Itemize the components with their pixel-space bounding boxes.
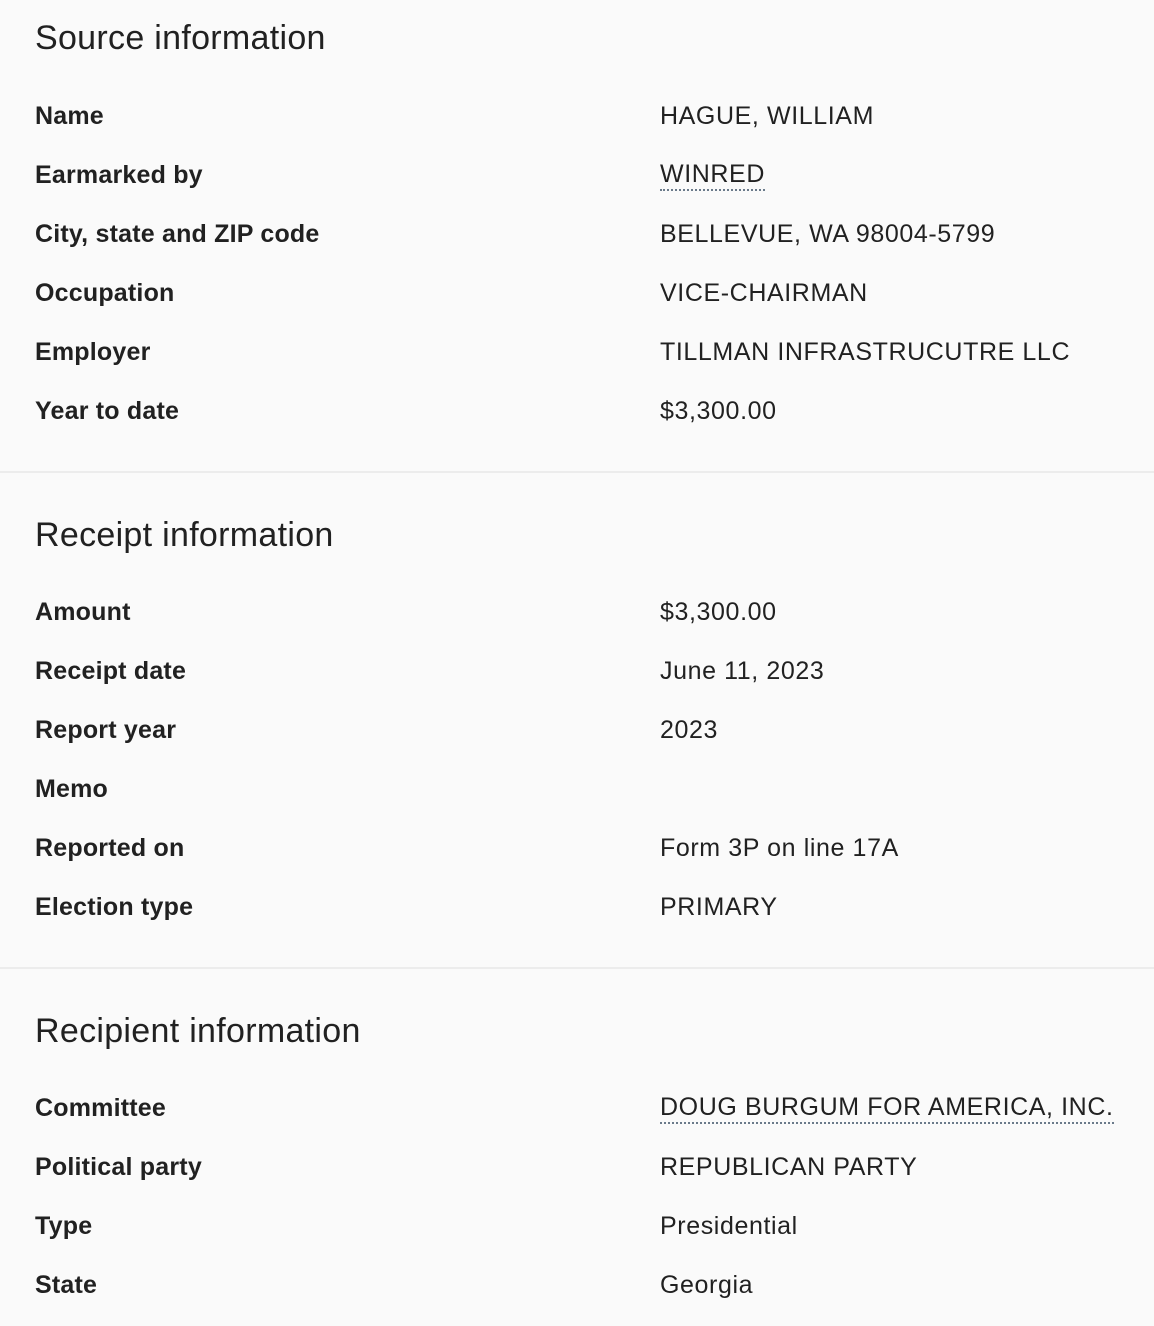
receipt-row-election-type: [0, 891, 1154, 923]
type-label: Type: [35, 1212, 93, 1240]
year-to-date-value: $3,300.00: [660, 397, 777, 425]
source-row-occupation: [0, 277, 1154, 309]
recipient-row-state: [0, 1269, 1154, 1301]
reported-on-value: Form 3P on line 17A: [660, 834, 899, 862]
receipt-row-reported-on: [0, 832, 1154, 864]
earmarked-by-link[interactable]: WINRED: [660, 159, 765, 191]
committee-link[interactable]: DOUG BURGUM FOR AMERICA, INC.: [660, 1092, 1114, 1124]
reported-on-label: Reported on: [35, 834, 185, 862]
name-label: Name: [35, 102, 104, 130]
type-value: Presidential: [660, 1212, 798, 1240]
report-year-label: Report year: [35, 716, 177, 744]
receipt-date-label: Receipt date: [35, 657, 187, 685]
receipt-information-title: Receipt information: [35, 516, 334, 554]
memo-label: Memo: [35, 775, 109, 803]
report-year-value: 2023: [660, 716, 719, 744]
occupation-label: Occupation: [35, 279, 175, 307]
state-label: State: [35, 1271, 98, 1299]
receipt-row-report-year: [0, 714, 1154, 746]
recipient-row-committee: [0, 1092, 1154, 1124]
source-row-city-state-zip: [0, 218, 1154, 250]
receipt-date-value: June 11, 2023: [660, 657, 825, 685]
election-type-label: Election type: [35, 893, 194, 921]
city-state-zip-value: BELLEVUE, WA 98004-5799: [660, 220, 996, 248]
political-party-label: Political party: [35, 1153, 202, 1181]
city-state-zip-label: City, state and ZIP code: [35, 220, 320, 248]
source-row-earmarked-by: [0, 159, 1154, 191]
committee-label: Committee: [35, 1094, 166, 1122]
source-row-year-to-date: [0, 395, 1154, 427]
receipt-row-receipt-date: [0, 655, 1154, 687]
amount-label: Amount: [35, 598, 131, 626]
name-value: HAGUE, WILLIAM: [660, 102, 874, 130]
source-row-employer: [0, 336, 1154, 368]
amount-value: $3,300.00: [660, 598, 777, 626]
year-to-date-label: Year to date: [35, 397, 180, 425]
state-value: Georgia: [660, 1271, 754, 1299]
employer-label: Employer: [35, 338, 151, 366]
political-party-value: REPUBLICAN PARTY: [660, 1153, 918, 1181]
source-row-name: [0, 100, 1154, 132]
receipt-row-amount: [0, 596, 1154, 628]
earmarked-by-label: Earmarked by: [35, 161, 203, 189]
occupation-value: VICE-CHAIRMAN: [660, 279, 868, 307]
section-divider: [0, 967, 1154, 969]
employer-value: TILLMAN INFRASTRUCUTRE LLC: [660, 338, 1071, 366]
receipt-row-memo: [0, 773, 1154, 805]
recipient-row-political-party: [0, 1151, 1154, 1183]
section-divider: [0, 471, 1154, 473]
recipient-information-title: Recipient information: [35, 1012, 361, 1050]
election-type-value: PRIMARY: [660, 893, 778, 921]
source-information-title: Source information: [35, 19, 326, 57]
recipient-row-type: [0, 1210, 1154, 1242]
